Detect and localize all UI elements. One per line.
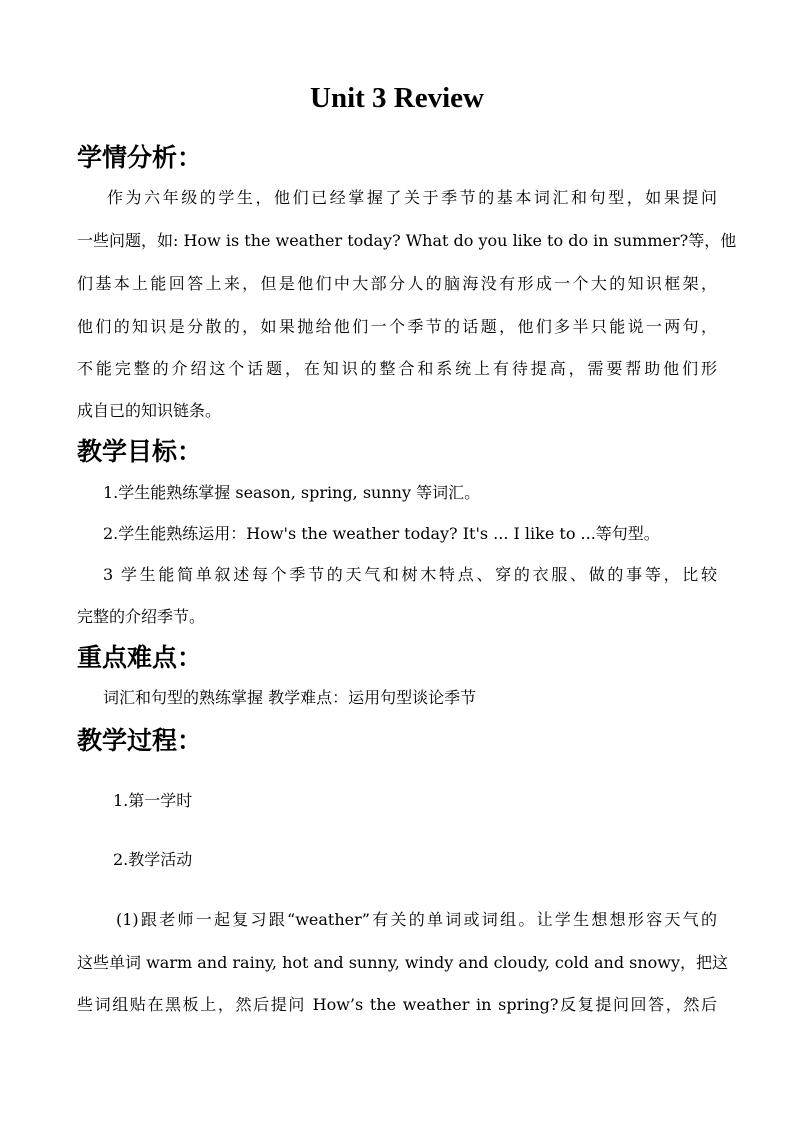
objective-item-3: 3 学生能简单叙述每个季节的天气和树木特点、穿的衣服、做的事等，比较	[103, 565, 717, 584]
analysis-line-4: 他们的知识是分散的，如果抛给他们一个季节的话题，他们多半只能说一两句，	[77, 317, 717, 336]
analysis-heading: 学情分析：	[77, 143, 203, 172]
objectives-heading: 教学目标：	[77, 437, 203, 466]
key-points-heading: 重点难点：	[77, 643, 203, 672]
objective-item-1: 1.学生能熟练掌握 season, spring, sunny 等词汇。	[103, 483, 481, 502]
analysis-line-5: 不能完整的介绍这个话题，在知识的整合和系统上有待提高，需要帮助他们形	[77, 359, 717, 378]
key-points-text: 词汇和句型的熟练掌握 教学难点：运用句型谈论季节	[103, 688, 477, 707]
process-item-2: 2.教学活动	[113, 850, 193, 869]
document-title: Unit 3 Review	[310, 82, 484, 114]
analysis-line-3: 们基本上能回答上来，但是他们中大部分人的脑海没有形成一个大的知识框架，	[77, 274, 717, 293]
process-line-1: (1)跟老师一起复习跟“weather”有关的单词或词组。让学生想想形容天气的	[116, 910, 717, 929]
analysis-line-6: 成自已的知识链条。	[77, 401, 222, 420]
process-line-3: 些词组贴在黑板上，然后提问 How’s the weather in spring?反复提问回答，然后	[77, 995, 717, 1014]
process-heading: 教学过程：	[77, 726, 203, 755]
objective-item-2: 2.学生能熟练运用：How's the weather today? It's ... I like to ...等句型。	[103, 524, 660, 543]
process-item-1: 1.第一学时	[113, 791, 193, 810]
process-line-2: 这些单词 warm and rainy, hot and sunny, windy and cloudy, cold and snowy，把这	[77, 953, 729, 972]
analysis-line-2: 一些问题，如: How is the weather today? What do you like to do in summer?等，他	[77, 231, 737, 250]
analysis-line-1: 作为六年级的学生，他们已经掌握了关于季节的基本词汇和句型，如果提问	[107, 188, 717, 207]
objective-item-3-continued: 完整的介绍季节。	[77, 607, 206, 626]
